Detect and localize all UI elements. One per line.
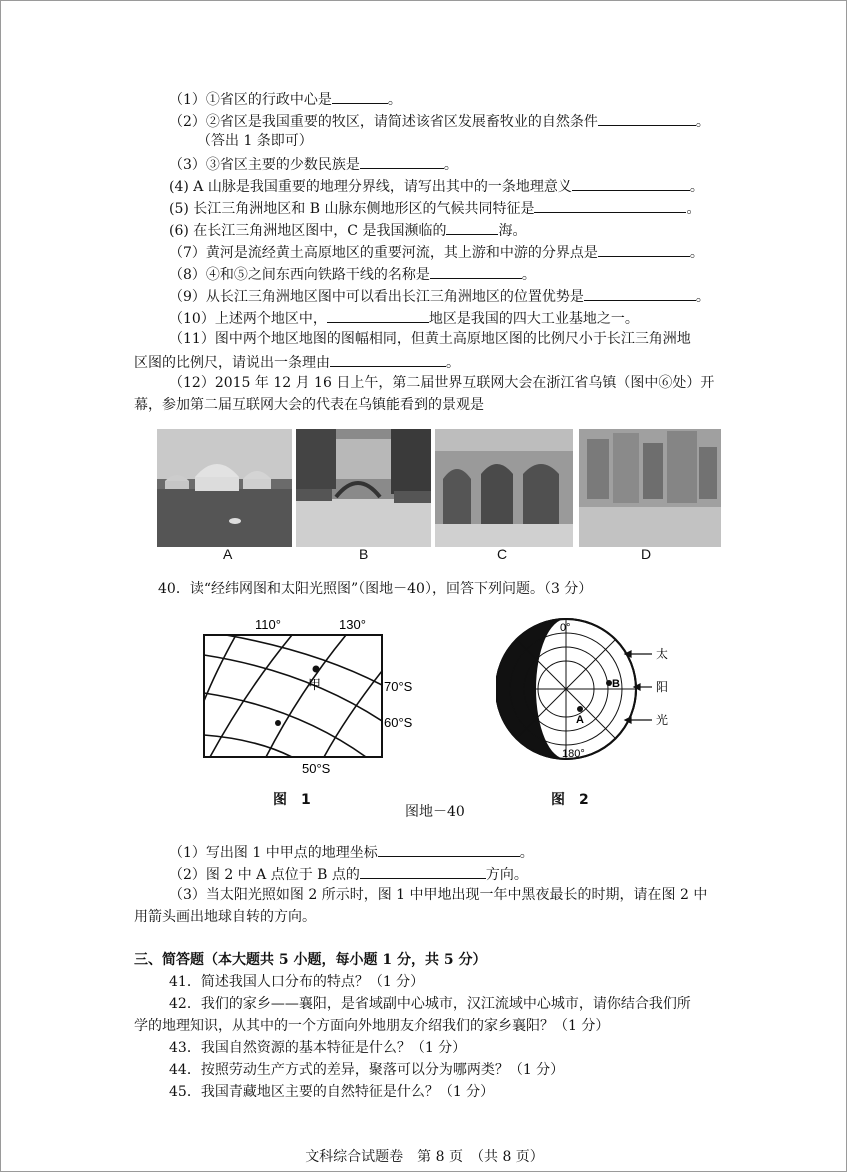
q40-item-2: （2）图 2 中 A 点位于 B 点的 方向。 bbox=[169, 864, 528, 884]
figure-caption: 图地－40 bbox=[405, 804, 465, 820]
lat-label-50s: 50°S bbox=[302, 761, 331, 776]
answer-blank bbox=[360, 154, 444, 169]
answer-blank bbox=[360, 864, 486, 879]
photo-option-c-cave-dwelling bbox=[435, 429, 573, 547]
q39-item-3: （3）③省区主要的少数民族是 。 bbox=[169, 154, 458, 174]
meridian-line bbox=[324, 671, 382, 757]
answer-blank bbox=[446, 220, 498, 235]
figure-1-caption: 图 1 bbox=[273, 792, 311, 808]
q39-item-2: （2）②省区是我国重要的牧区，请简述该省区发展畜牧业的自然条件 。 bbox=[169, 111, 710, 131]
lat-label-70s: 70°S bbox=[384, 679, 413, 694]
answer-blank bbox=[330, 352, 446, 367]
photo-label-a: A bbox=[223, 546, 233, 562]
q42-cont: 学的地理知识，从其中的一个方面向外地朋友介绍我们的家乡襄阳？（1 分） bbox=[134, 1018, 610, 1034]
point-jia-marker bbox=[313, 666, 320, 673]
q44: 44．按照劳动生产方式的差异，聚落可以分为哪两类？（1 分） bbox=[169, 1062, 565, 1078]
page-footer: 文科综合试题卷 第 8 页 （共 8 页） bbox=[305, 1149, 544, 1165]
q39-item-2-note: （答出 1 条即可） bbox=[197, 133, 313, 149]
lon-label-110: 110° bbox=[255, 617, 281, 632]
answer-blank bbox=[534, 198, 686, 213]
point-jia-label: 甲 bbox=[308, 677, 322, 692]
q40-title: 40．读“经纬网图和太阳光照图”（图地－40），回答下列问题。（3 分） bbox=[158, 581, 593, 597]
answer-blank bbox=[598, 111, 696, 126]
meridian-line bbox=[204, 635, 236, 701]
sun-label-2: 阳 bbox=[656, 680, 669, 694]
answer-blank bbox=[332, 89, 388, 104]
q39-item-12: （12）2015 年 12 月 16 日上午，第二届世界互联网大会在浙江省乌镇（图中⑥处）开 bbox=[169, 375, 715, 391]
point-b-label: B bbox=[612, 678, 620, 690]
meridian-0-label: 0° bbox=[560, 622, 571, 634]
parallel-line bbox=[204, 655, 382, 721]
sun-label-3: 光 bbox=[656, 713, 669, 727]
photo-option-a-yurts bbox=[157, 429, 292, 547]
point-marker bbox=[275, 720, 281, 726]
q40-item-3-cont: 用箭头画出地球自转的方向。 bbox=[134, 909, 316, 925]
photo-label-c: C bbox=[497, 546, 508, 562]
photo-option-d-mud-towers bbox=[579, 429, 721, 547]
answer-blank bbox=[584, 286, 696, 301]
q41: 41．简述我国人口分布的特点？（1 分） bbox=[169, 974, 425, 990]
answer-blank bbox=[327, 308, 429, 323]
q39-item-5: (5) 长江三角洲地区和 B 山脉东侧地形区的气候共同特征是 。 bbox=[169, 198, 700, 218]
figure-2-illumination bbox=[496, 611, 686, 771]
q43: 43．我国自然资源的基本特征是什么？（1 分） bbox=[169, 1040, 467, 1056]
answer-blank bbox=[378, 842, 520, 857]
q40-item-3: （3）当太阳光照如图 2 所示时，图 1 中甲地出现一年中黑夜最长的时期，请在图 2 中 bbox=[169, 887, 708, 903]
q45: 45．我国青藏地区主要的自然特征是什么？（1 分） bbox=[169, 1084, 495, 1100]
q39-item-8: （8）④和⑤之间东西向铁路干线的名称是 。 bbox=[169, 264, 536, 284]
q39-item-4: (4) A 山脉是我国重要的地理分界线，请写出其中的一条地理意义 。 bbox=[169, 176, 704, 196]
q39-item-11-cont: 区图的比例尺，请说出一条理由 。 bbox=[134, 352, 460, 372]
q39-item-6: (6) 在长江三角洲地区图中，C 是我国濒临的 海。 bbox=[169, 220, 526, 240]
point-a-marker bbox=[577, 706, 583, 712]
point-a-label: A bbox=[576, 714, 584, 726]
photo-label-b: B bbox=[359, 546, 369, 562]
sun-label-1: 太 bbox=[656, 647, 669, 661]
lon-label-130: 130° bbox=[339, 617, 366, 632]
q39-item-10: （10）上述两个地区中， 地区是我国的四大工业基地之一。 bbox=[169, 308, 639, 328]
q39-item-11: （11）图中两个地区地图的图幅相同，但黄土高原地区图的比例尺小于长江三角洲地 bbox=[169, 331, 691, 347]
parallel-line bbox=[204, 735, 292, 757]
answer-blank bbox=[598, 242, 690, 257]
q39-item-9: （9）从长江三角洲地区图中可以看出长江三角洲地区的位置优势是 。 bbox=[169, 286, 710, 306]
figure-2-caption: 图 2 bbox=[551, 792, 589, 808]
q39-item-7: （7）黄河是流经黄土高原地区的重要河流，其上游和中游的分界点是 。 bbox=[169, 242, 704, 262]
photo-label-d: D bbox=[641, 546, 652, 562]
q42: 42．我们的家乡——襄阳，是省域副中心城市，汉江流域中心城市，请你结合我们所 bbox=[169, 996, 691, 1012]
answer-blank bbox=[572, 176, 690, 191]
figure-1-graticule bbox=[196, 611, 416, 781]
q39-item-12-cont: 幕，参加第二届互联网大会的代表在乌镇能看到的景观是 bbox=[134, 397, 484, 413]
photo-option-b-water-town bbox=[296, 429, 431, 547]
parallel-line bbox=[226, 635, 382, 685]
section-3-heading: 三、简答题（本大题共 5 小题，每小题 1 分，共 5 分） bbox=[134, 952, 487, 968]
meridian-180-label: 180° bbox=[562, 748, 585, 760]
answer-blank bbox=[430, 264, 522, 279]
lat-label-60s: 60°S bbox=[384, 715, 413, 730]
q40-item-1: （1）写出图 1 中甲点的地理坐标 。 bbox=[169, 842, 534, 862]
q39-item-1: （1）①省区的行政中心是 。 bbox=[169, 89, 402, 109]
